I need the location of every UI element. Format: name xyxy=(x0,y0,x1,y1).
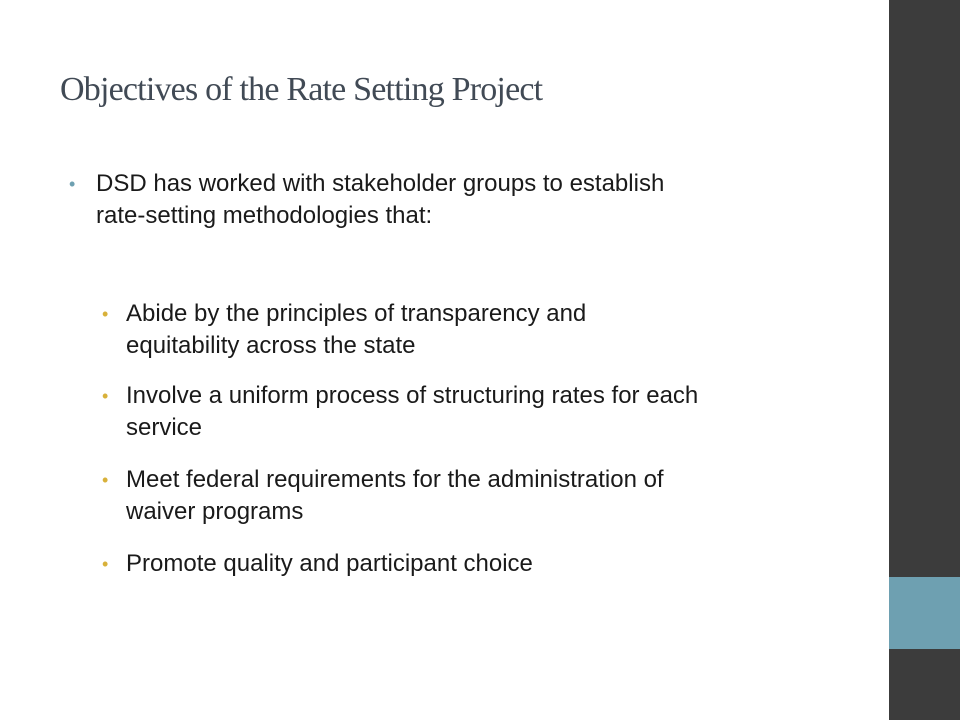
sub-bullet xyxy=(102,380,699,444)
main-bullet xyxy=(69,168,665,232)
sub-bullet xyxy=(102,464,664,528)
sub-bullet xyxy=(102,298,587,362)
sub-bullet-line-1: Promote quality and participant choice xyxy=(126,550,533,577)
sub-bullet-line-2: service xyxy=(126,414,203,441)
sub-bullet xyxy=(102,548,533,580)
main-bullet-line-1: DSD has worked with stakeholder groups to establish xyxy=(96,170,665,197)
slide-title: Objectives of the Rate Setting Project xyxy=(60,71,543,108)
bullet-dot-icon: • xyxy=(69,174,76,194)
main-bullet-line-2: rate-setting methodologies that: xyxy=(96,202,433,229)
sub-bullet-line-2: equitability across the state xyxy=(126,332,416,359)
bullet-dot-icon: • xyxy=(102,554,109,574)
sub-bullet-line-2: waiver programs xyxy=(126,498,304,525)
sub-bullet-line-1: Abide by the principles of transparency and xyxy=(126,300,587,327)
sub-bullet-line-1: Involve a uniform process of structuring rates for each xyxy=(126,382,699,409)
sub-bullet-line-1: Meet federal requirements for the administration of xyxy=(126,466,664,493)
bullet-dot-icon: • xyxy=(102,386,109,406)
sidebar-accent-block xyxy=(889,577,960,649)
bullet-dot-icon: • xyxy=(102,304,109,324)
bullet-dot-icon: • xyxy=(102,470,109,490)
